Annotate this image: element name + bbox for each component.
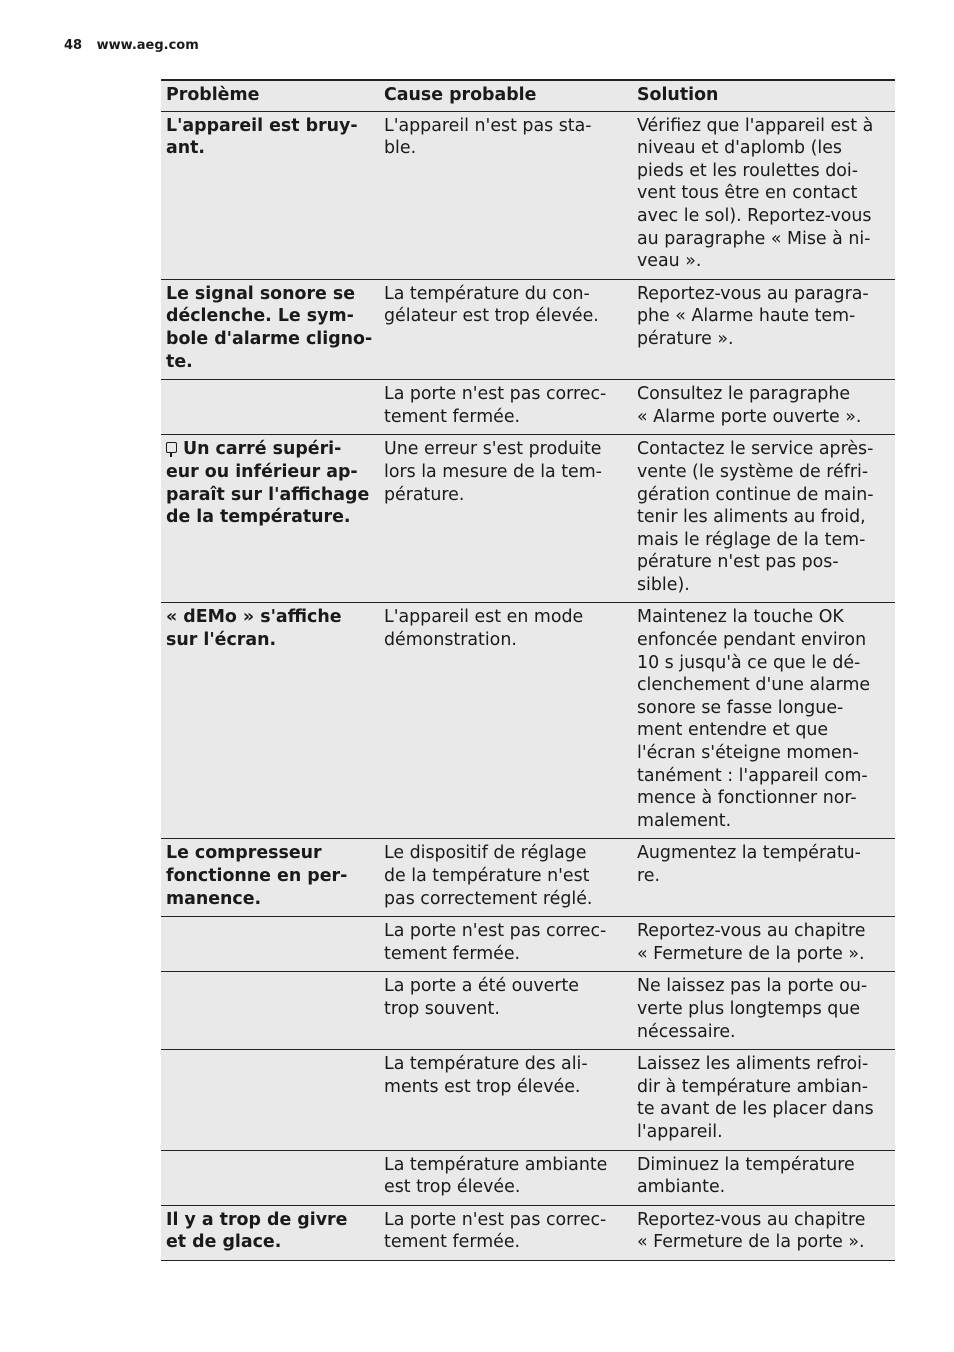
solution-cell: Maintenez la touche OK enfoncée pendant environ 10 s jusqu'à ce que le dé- clenchement d'une alarme sonore se fasse longue- ment entendre et que l'écran s'éteigne momen- tanément : l'appareil com- mence à fonctionner nor- malement. <box>632 603 895 839</box>
cause-cell: La température ambiante est trop élevée. <box>379 1150 632 1205</box>
problem-cell <box>161 603 379 839</box>
table-row <box>161 111 895 279</box>
solution-cell: Laissez les aliments refroi- dir à température ambian- te avant de les placer dans l'appareil. <box>632 1050 895 1150</box>
cause-cell: La température des ali- ments est trop élevée. <box>379 1050 632 1150</box>
column-header-cause: Cause probable <box>379 80 632 111</box>
table-row <box>161 972 895 1050</box>
problem-cell <box>161 839 379 917</box>
table-row <box>161 917 895 972</box>
cause-cell: La porte n'est pas correc- tement fermée. <box>379 380 632 435</box>
table-row <box>161 1150 895 1205</box>
column-header-problem: Problème <box>161 80 379 111</box>
problem-cell <box>161 1205 379 1260</box>
problem-cell <box>161 972 379 1050</box>
problem-text: Le compresseur fonctionne en per- manence. <box>166 843 348 909</box>
solution-cell: Vérifiez que l'appareil est à niveau et d'aplomb (les pieds et les roulettes doi- vent tous être en contact avec le sol). Reportez-vous au paragraphe « Mise à ni- veau ». <box>632 111 895 279</box>
solution-cell: Diminuez la température ambiante. <box>632 1150 895 1205</box>
cause-cell: L'appareil est en mode démonstration. <box>379 603 632 839</box>
page-header <box>64 38 199 53</box>
problem-text: Un carré supéri- eur ou inférieur ap- paraît sur l'affichage de la température. <box>166 439 370 528</box>
problem-cell <box>161 111 379 279</box>
solution-cell: Reportez-vous au chapitre « Fermeture de la porte ». <box>632 1205 895 1260</box>
table-row <box>161 380 895 435</box>
cause-cell: Le dispositif de réglage de la température n'est pas correctement réglé. <box>379 839 632 917</box>
solution-cell: Contactez le service après- vente (le système de réfri- gération continue de main- tenir les aliments au froid, mais le réglage de la tem- pérature n'est pas pos- sible). <box>632 435 895 603</box>
cause-cell: La température du con- gélateur est trop élevée. <box>379 279 632 379</box>
table-row <box>161 279 895 379</box>
problem-cell <box>161 1150 379 1205</box>
problem-text: Il y a trop de givre et de glace. <box>166 1209 348 1253</box>
solution-cell: Reportez-vous au paragra- phe « Alarme haute tem- pérature ». <box>632 279 895 379</box>
table-header-row <box>161 80 895 111</box>
table-row <box>161 435 895 603</box>
problem-text: L'appareil est bruy- ant. <box>166 115 358 159</box>
table-row <box>161 603 895 839</box>
website-url: www.aeg.com <box>96 38 199 53</box>
troubleshooting-table <box>161 79 895 1261</box>
problem-cell <box>161 917 379 972</box>
problem-cell <box>161 279 379 379</box>
cause-cell: La porte a été ouverte trop souvent. <box>379 972 632 1050</box>
page-number: 48 <box>64 38 83 53</box>
cause-cell: Une erreur s'est produite lors la mesure de la tem- pérature. <box>379 435 632 603</box>
problem-cell <box>161 435 379 603</box>
square-symbol-icon <box>166 442 177 453</box>
problem-cell <box>161 1050 379 1150</box>
problem-cell <box>161 380 379 435</box>
problem-text: Le signal sonore se déclenche. Le sym- bole d'alarme cligno- te. <box>166 283 373 372</box>
table-row <box>161 1050 895 1150</box>
cause-cell: L'appareil n'est pas sta- ble. <box>379 111 632 279</box>
column-header-solution: Solution <box>632 80 895 111</box>
solution-cell: Augmentez la températu- re. <box>632 839 895 917</box>
solution-cell: Reportez-vous au chapitre « Fermeture de la porte ». <box>632 917 895 972</box>
solution-cell: Ne laissez pas la porte ou- verte plus longtemps que nécessaire. <box>632 972 895 1050</box>
solution-cell: Consultez le paragraphe « Alarme porte ouverte ». <box>632 380 895 435</box>
cause-cell: La porte n'est pas correc- tement fermée. <box>379 1205 632 1260</box>
cause-cell: La porte n'est pas correc- tement fermée. <box>379 917 632 972</box>
table-row <box>161 839 895 917</box>
problem-text: « dEMo » s'affiche sur l'écran. <box>166 607 342 651</box>
table-row <box>161 1205 895 1260</box>
